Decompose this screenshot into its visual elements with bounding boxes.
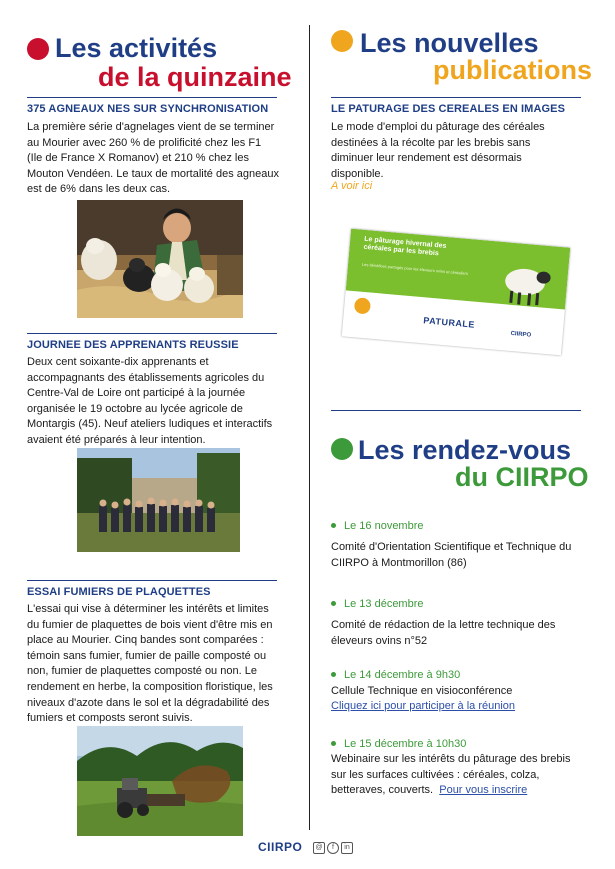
voir-ici-link[interactable]: A voir ici <box>331 180 373 192</box>
publication-cover[interactable] <box>342 229 571 356</box>
article-body: La première série d'agnelages vient de se terminer au Mourier avec 260 % de prolificité chez les F1 (Ile de France X Romanov) et 210 % chez les Mouton Vendéen. Le taux de mortalité des agneaux est de 6% dans les deux cas. <box>27 121 279 196</box>
article-rule <box>331 97 581 98</box>
article-title: 375 AGNEAUX NES SUR SYNCHRONISATION <box>27 103 269 115</box>
publications-heading-line1: Les nouvelles <box>360 28 539 58</box>
publication-title: LE PATURAGE DES CEREALES EN IMAGES <box>331 103 566 115</box>
register-link[interactable]: Pour vous inscrire <box>439 784 528 797</box>
students-group-photo <box>77 448 240 552</box>
bullet-icon <box>331 741 336 746</box>
left-heading-line1: Les activités <box>55 33 218 63</box>
cover-ciirpo-logo: CIIRPO <box>510 330 532 339</box>
event-date: Le 16 novembre <box>331 520 424 532</box>
article-rule <box>27 333 277 334</box>
bullet-icon <box>331 601 336 606</box>
article-body: L'essai qui vise à déterminer les intérêts et limites du fumier de plaquettes de bois vient d'être mis en place au Mourier. Cinq bandes sont comparées : témoin sans fumier, fumier de paille composté ou non, fumier de plaquettes composté ou non. Le rendement en herbe, la composition floristique, les niveaux d'azote dans le sol et la dégradabilité des fumiers et composts seront suivis. <box>27 603 273 725</box>
article-rule <box>27 580 277 581</box>
orange-dot-icon <box>331 30 353 52</box>
red-dot-icon <box>27 38 49 60</box>
join-meeting-link[interactable]: Cliquez ici pour participer à la réunion <box>331 700 516 712</box>
event-date: Le 14 décembre à 9h30 <box>331 669 460 681</box>
event-text: Cellule Technique en visioconférence <box>331 685 513 697</box>
event-date: Le 13 décembre <box>331 598 424 610</box>
event-text: Comité d'Orientation Scientifique et Technique du CIIRPO à Montmorillon (86) <box>331 541 572 569</box>
event-text: Webinaire sur les intérêts du pâturage des brebis sur les surfaces cultivées : céréales, colza, betteraves, couverts. Pour vous inscrire <box>331 753 571 797</box>
footer-ciirpo-logo: CIIRPO <box>258 840 303 854</box>
article-title: ESSAI FUMIERS DE PLAQUETTES <box>27 586 211 598</box>
sheep-icon <box>495 256 557 311</box>
events-heading-line1: Les rendez-vous <box>358 435 572 465</box>
green-dot-icon <box>331 438 353 460</box>
article-rule <box>27 97 277 98</box>
cover-headline: Le pâturage hivernal des céréales par les brebis <box>363 235 447 258</box>
tractor-spreading-photo <box>77 726 243 836</box>
event-date: Le 15 décembre à 10h30 <box>331 738 466 750</box>
article-title: JOURNEE DES APPRENANTS REUSSIE <box>27 339 239 351</box>
publications-heading-line2: publications <box>433 55 593 85</box>
event-text: Comité de rédaction de la lettre technique des éleveurs ovins n°52 <box>331 619 556 647</box>
cover-paturale-logo: PATURALE <box>422 315 476 330</box>
events-heading-line2: du CIIRPO <box>455 462 589 492</box>
bullet-icon <box>331 672 336 677</box>
column-divider <box>309 25 310 830</box>
linkedin-icon[interactable]: in <box>341 842 353 854</box>
cover-subline: Les bénéfices partagés pour les éleveurs ovins et céréaliers <box>361 261 469 276</box>
facebook-icon[interactable]: f <box>327 842 339 854</box>
section-rule <box>331 410 581 411</box>
lambs-photo <box>77 200 243 318</box>
email-icon[interactable]: @ <box>313 842 325 854</box>
article-body: Deux cent soixante-dix apprenants et accompagnants des établissements agricoles du Centre-Val de Loire ont participé à la journée organisée le 19 octobre au lycée agricole de Montargis (45). Neuf ateliers ludiques et interactifs avaient été préparés à leur intention. <box>27 356 273 446</box>
bullet-icon <box>331 523 336 528</box>
cover-logo-icon <box>354 297 371 314</box>
left-heading-line2: de la quinzaine <box>98 62 292 92</box>
publication-body: Le mode d'emploi du pâturage des céréales destinées à la récolte par les brebis sans diminuer leur rendement est désormais disponible. <box>331 121 545 180</box>
